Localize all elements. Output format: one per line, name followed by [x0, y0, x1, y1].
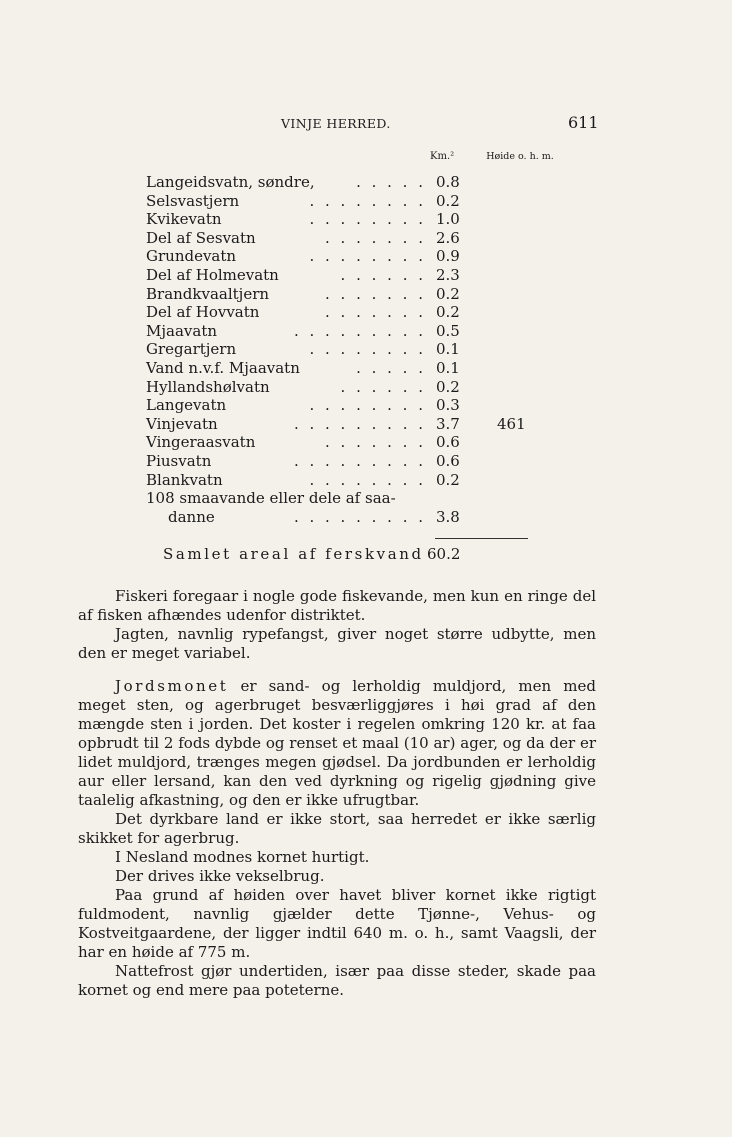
lake-name: Kvikevatn [146, 210, 222, 229]
page-number: 611 [568, 113, 599, 132]
leader-dots: . . . . . [356, 173, 426, 191]
lake-name: Del af Holmevatn [146, 265, 279, 284]
leader-dots: . . . . . . . . [309, 470, 426, 489]
area-value: 0.2 [436, 377, 460, 396]
area-value: 0.1 [436, 358, 460, 377]
area-value: 3.7 [436, 414, 460, 433]
lake-name: Vand n.v.f. Mjaavatn [146, 358, 300, 377]
leader-dots: . . . . . . . . . [293, 321, 426, 340]
leader-dots: . . . . . [356, 358, 426, 377]
leader-dots: . . . . . . . [325, 284, 426, 303]
lake-name: Hyllandshølvatn [146, 377, 270, 396]
column-header-area: Km.² [430, 151, 455, 162]
area-value: 0.8 [436, 173, 460, 191]
lake-name: Selsvastjern [146, 191, 240, 210]
lake-name: Grundevatn [146, 247, 237, 266]
area-value: 0.3 [436, 396, 460, 415]
leader-dots: . . . . . . . . [309, 396, 426, 415]
lake-name: 108 smaavande eller dele af saa- [146, 489, 396, 508]
leader-dots: . . . . . . . [325, 303, 426, 322]
lake-name: danne [168, 507, 215, 526]
paragraph-fiskeri: Fiskeri foregaar i nogle gode fiskevande, men kun en ringe del af fisken afhændes udenfor distriktet. [78, 587, 596, 624]
leader-dots: . . . . . . . . [309, 191, 426, 210]
paragraph-nattefrost: Nattefrost gjør undertiden, især paa disse steder, skade paa kornet og end mere paa poteterne. [78, 962, 596, 999]
area-value: 0.2 [436, 470, 460, 489]
height-value: 461 [497, 414, 526, 433]
leader-dots: . . . . . . [340, 265, 426, 284]
paragraph-jagten: Jagten, navnlig rypefangst, giver noget større udbytte, men den er meget variabel. [78, 625, 596, 662]
paragraph-jordsmonet [78, 677, 596, 810]
lake-name: Vinjevatn [146, 414, 218, 433]
lake-name: Blankvatn [146, 470, 223, 489]
lake-name: Del af Hovvatn [146, 303, 260, 322]
area-value: 0.5 [436, 321, 460, 340]
leader-dots: . . . . . . [340, 377, 426, 396]
lake-name: Brandkvaaltjern [146, 284, 270, 303]
leader-dots: . . . . . . . . [309, 247, 426, 266]
area-value: 3.8 [436, 507, 460, 526]
area-value: 0.1 [436, 340, 460, 359]
area-value: 0.2 [436, 303, 460, 322]
jordsmonet-text: er sand- og lerholdig muldjord, men med meget sten, og agerbruget besværliggjøres i høi grad af den mængde sten i jorden. Det koster i regelen omkring 120 kr. at faa opbrudt til 2 fods dybde og renset et maal (10 ar) ager, og da der er lidet muldjord, trænges megen gjødsel. Da jordbunden er lerholdig aur eller lersand, kan den ved dyrkning og rigelig gjødning give taalelig afkastning, og den er ikke ufrugtbar. [78, 677, 596, 809]
paragraph-vekselbrug: Der drives ikke vekselbrug. [115, 867, 325, 885]
lake-name: Langevatn [146, 396, 227, 415]
area-value: 0.6 [436, 451, 460, 470]
leader-dots: . . . . . . . . [309, 340, 426, 359]
total-rule [435, 538, 528, 539]
lake-name: Vingeraasvatn [146, 433, 256, 452]
area-value: 0.2 [436, 191, 460, 210]
jordsmonet-lead: Jordsmonet [115, 677, 229, 695]
lake-name: Piusvatn [146, 451, 212, 470]
area-value: 0.2 [436, 284, 460, 303]
running-header: VINJE HERRED. [281, 116, 391, 131]
paragraph-hoiden: Paa grund af høiden over havet bliver kornet ikke rigtigt fuldmodent, navnlig gjælder dette Tjønne-, Vehus- og Kostveitgaardene, der ligger indtil 640 m. o. h., samt Vaagsli, der har en høide af 775 m. [78, 886, 596, 961]
leader-dots: . . . . . . . [325, 433, 426, 452]
lake-name: Mjaavatn [146, 321, 218, 340]
leader-dots: . . . . . . . . . [293, 451, 426, 470]
leader-dots: . . . . . . . . . [293, 414, 426, 433]
column-header-height: Høide o. h. m. [486, 151, 554, 162]
paragraph-dyrkbare: Det dyrkbare land er ikke stort, saa herredet er ikke særlig skikket for agerbrug. [78, 810, 596, 847]
leader-dots: . . . . . . . . . [293, 507, 426, 526]
lake-name: Gregartjern [146, 340, 237, 359]
total-label: Samlet areal af ferskvand [163, 545, 424, 563]
lake-name: Del af Sesvatn [146, 228, 256, 247]
area-value: 1.0 [436, 210, 460, 229]
total-row [163, 545, 461, 563]
leader-dots: . . . . . . . . [309, 210, 426, 229]
leader-dots: . . . . . . . [325, 228, 426, 247]
area-value: 2.6 [436, 228, 460, 247]
lake-name: Langeidsvatn, søndre, [146, 173, 315, 191]
paragraph-nesland: I Nesland modnes kornet hurtigt. [115, 848, 370, 866]
total-value: 60.2 [427, 545, 461, 563]
area-value: 2.3 [436, 265, 460, 284]
area-value: 0.9 [436, 247, 460, 266]
area-value: 0.6 [436, 433, 460, 452]
